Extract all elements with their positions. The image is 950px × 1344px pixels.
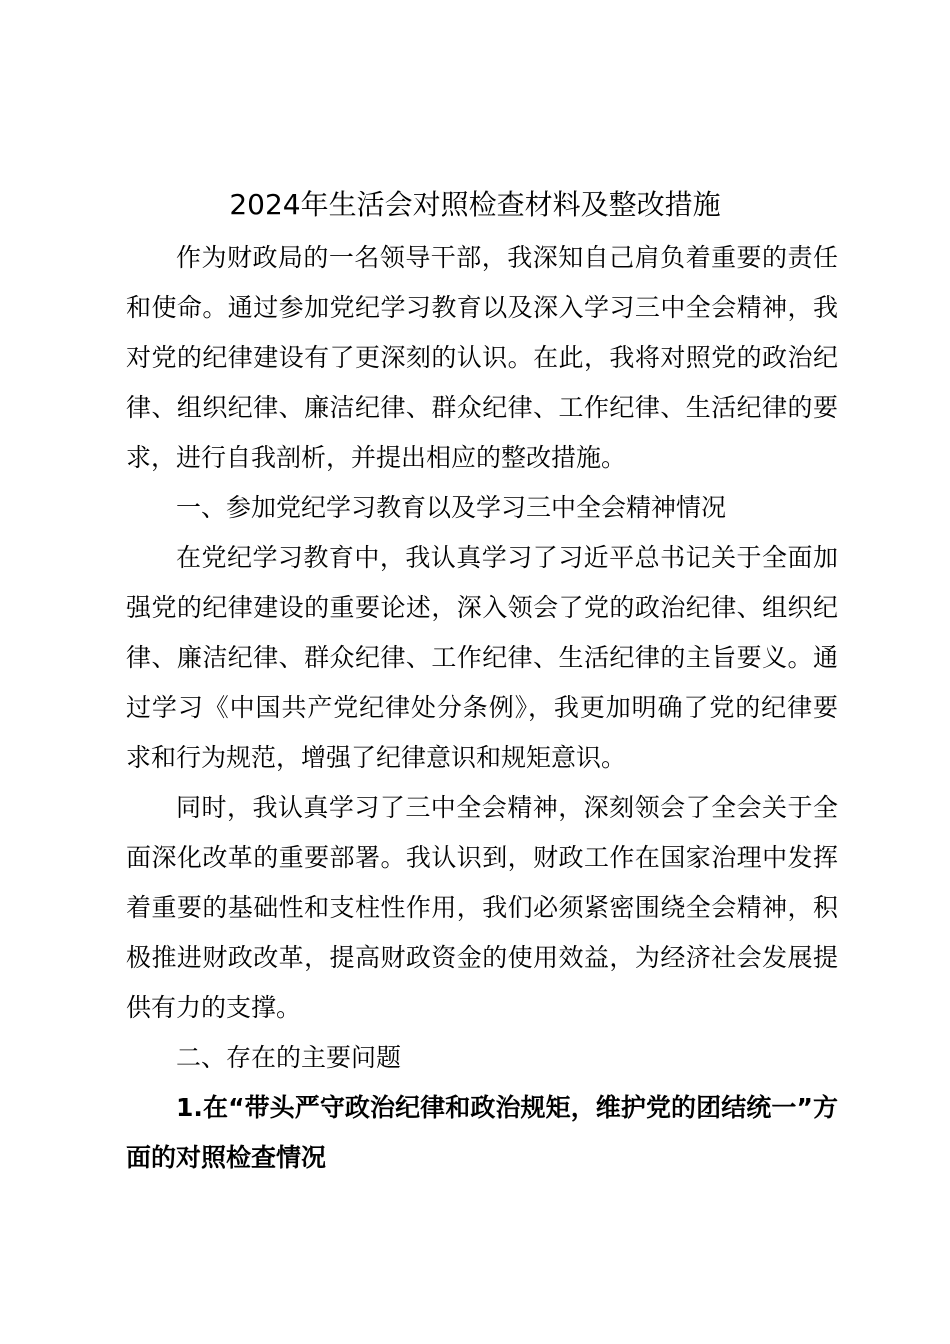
section-heading-1: 一、参加党纪学习教育以及学习三中全会精神情况 (176, 493, 727, 522)
document-title: 2024年生活会对照检查材料及整改措施 (229, 188, 721, 221)
section-heading-2: 二、存在的主要问题 (176, 1043, 402, 1072)
document-body (126, 233, 838, 1183)
intro-paragraph: 作为财政局的一名领导干部，我深知自己肩负着重要的责任和使命。通过参加党纪学习教育以及深入学习三中全会精神，我对党的纪律建设有了更深刻的认识。在此，我将对照党的政治纪律、组织纪律、廉洁纪律、群众纪律、工作纪律、生活纪律的要求，进行自我剖析，并提出相应的整改措施。 (126, 243, 838, 472)
study-paragraph: 在党纪学习教育中，我认真学习了习近平总书记关于全面加强党的纪律建设的重要论述，深入领会了党的政治纪律、组织纪律、廉洁纪律、群众纪律、工作纪律、生活纪律的主旨要义。通过学习《中国共产党纪律处分条例》，我更加明确了党的纪律要求和行为规范，增强了纪律意识和规矩意识。 (126, 543, 838, 772)
subsection-heading-1: 1.在“带头严守政治纪律和政治规矩，维护党的团结统一”方面的对照检查情况 (126, 1093, 838, 1172)
plenum-paragraph: 同时，我认真学习了三中全会精神，深刻领会了全会关于全面深化改革的重要部署。我认识到，财政工作在国家治理中发挥着重要的基础性和支柱性作用，我们必须紧密围绕全会精神，积极推进财政改革，提高财政资金的使用效益，为经济社会发展提供有力的支撑。 (126, 793, 838, 1022)
